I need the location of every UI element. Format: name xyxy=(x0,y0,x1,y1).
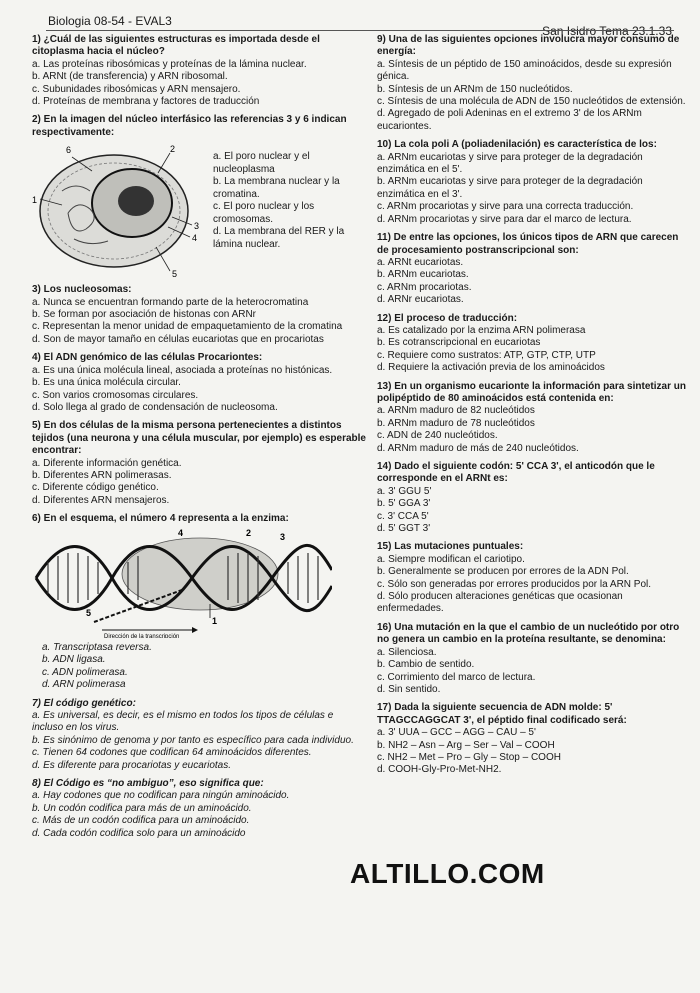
option-a: a. ARNm maduro de 82 nucleótidos xyxy=(377,405,535,417)
option-a: a. Nunca se encuentran formando parte de la heterocromatina xyxy=(32,296,309,308)
option-a: a. Siempre modifican el cariotipo. xyxy=(377,553,525,565)
option-c: c. Tienen 64 codones que codifican 64 aminoácidos diferentes. xyxy=(32,747,312,759)
diagram-label-1: 1 xyxy=(212,615,218,626)
option-b: b. ARNm eucariotas. xyxy=(377,269,469,281)
option-a: a. Es una única molécula lineal, asociada a proteínas no histónicas. xyxy=(32,364,333,376)
option-b: b. Cambio de sentido. xyxy=(377,659,475,671)
question-7 xyxy=(32,698,367,772)
question-title: 16) Una mutación en la que el cambio de un nucleótido por otro no genera un cambio en la proteína resultante, se denomina: xyxy=(377,621,680,646)
option-b: b. Es sinónimo de genoma y por tanto es específico para cada individuo. xyxy=(32,734,354,746)
question-2 xyxy=(32,114,367,278)
question-title: 4) El ADN genómico de las células Procariontes: xyxy=(32,352,263,364)
option-c: c. ARNm procariotas. xyxy=(377,281,472,293)
header-divider xyxy=(46,30,674,31)
option-a: a. Síntesis de un péptido de 150 aminoácidos, desde su expresión génica. xyxy=(377,58,672,83)
option-d: d. ARN polimerasa xyxy=(42,679,126,691)
option-c: c. Sólo son generadas por errores producidos por la ARN Pol. xyxy=(377,578,652,590)
question-6 xyxy=(32,513,367,691)
option-c: c. Diferente código genético. xyxy=(32,482,159,494)
option-c: c. Requiere como sustratos: ATP, GTP, CTP, UTP xyxy=(377,349,596,361)
question-title: 2) En la imagen del núcleo interfásico las referencias 3 y 6 indican respectivamente: xyxy=(32,114,347,138)
option-d: d. COOH-Gly-Pro-Met-NH2. xyxy=(377,764,502,776)
site-watermark: ALTILLO.COM xyxy=(350,858,545,889)
diagram-label-4: 4 xyxy=(192,233,198,244)
diagram-label-3: 3 xyxy=(194,221,200,232)
transcription-diagram xyxy=(32,526,332,638)
option-d: d. Requiere la activación previa de los aminoácidos xyxy=(377,362,605,374)
question-2-figure-row xyxy=(32,143,367,278)
question-title: 14) Dado el siguiente codón: 5' CCA 3', el anticodón que le corresponde en el ARNt es: xyxy=(377,461,655,485)
option-c: c. Representan la menor unidad de empaquetamiento de la cromatina xyxy=(32,321,343,333)
option-b: b. ADN ligasa. xyxy=(42,654,106,666)
option-d: d. Sólo producen alteraciones genéticas que ocasionan enfermedades. xyxy=(377,591,623,615)
option-c: c. ADN de 240 nucleótidos. xyxy=(377,430,498,442)
question-title: 6) En el esquema, el número 4 representa a la enzima: xyxy=(32,513,289,525)
question-11 xyxy=(377,232,687,306)
option-b: b. Se forman por asociación de histonas con ARNr xyxy=(32,309,257,321)
question-2-options xyxy=(213,143,367,251)
option-c: c. ADN polimerasa. xyxy=(42,666,128,678)
option-d: d. Sin sentido. xyxy=(377,683,441,695)
question-title: 12) El proceso de traducción: xyxy=(377,312,518,324)
option-a: a. Hay codones que no codifican para ningún aminoácido. xyxy=(32,790,290,802)
option-a: a. Silenciosa. xyxy=(377,646,437,658)
option-b: b. Diferentes ARN polimerasas. xyxy=(32,469,172,481)
question-title: 8) El Código es “no ambiguo”, eso significa que: xyxy=(32,778,264,790)
option-d: d. Solo llega al grado de condensación de nucleosoma. xyxy=(32,401,278,413)
question-14 xyxy=(377,461,687,535)
diagram-label-1: 1 xyxy=(32,195,38,206)
exam-header-left: Biologia 08-54 - EVAL3 xyxy=(48,14,172,28)
option-c: c. Más de un codón codifica para un aminoácido. xyxy=(32,815,250,827)
option-b: b. Es cotranscripcional en eucariotas xyxy=(377,337,541,349)
diagram-caption: Dirección de la transcripción xyxy=(104,633,180,638)
question-title: 11) De entre las opciones, los únicos tipos de ARN que carecen de procesamiento postranscripcional son: xyxy=(377,232,679,256)
question-title: 3) Los nucleosomas: xyxy=(32,284,132,296)
question-title: 7) El código genético: xyxy=(32,697,136,709)
question-13 xyxy=(377,381,687,455)
option-c: c. Son varios cromosomas circulares. xyxy=(32,389,199,401)
option-d: d. Diferentes ARN mensajeros. xyxy=(32,494,170,506)
question-15 xyxy=(377,541,687,615)
diagram-label-5: 5 xyxy=(86,607,92,618)
question-title: 1) ¿Cuál de las siguientes estructuras es importada desde el citoplasma hacia el núcleo? xyxy=(32,34,320,58)
diagram-label-6: 6 xyxy=(66,145,72,156)
option-c: c. NH2 – Met – Pro – Gly – Stop – COOH xyxy=(377,751,561,763)
nucleolus xyxy=(118,186,154,216)
left-column xyxy=(32,34,367,846)
question-title: 9) Una de las siguientes opciones involucra mayor consumo de energía: xyxy=(377,34,680,58)
option-b: b. La membrana nuclear y la cromatina. xyxy=(213,176,340,200)
diagram-label-4: 4 xyxy=(178,527,184,538)
option-d: d. Es diferente para procariotas y eucariotas. xyxy=(32,759,231,771)
nucleus-diagram xyxy=(32,143,207,278)
question-1 xyxy=(32,34,367,108)
question-title: 17) Dada la siguiente secuencia de ADN molde: 5' TTAGCCAGGCAT 3', el péptido final codificado será: xyxy=(377,702,627,726)
option-b: b. 5' GGA 3' xyxy=(377,498,431,510)
question-title: 13) En un organismo eucarionte la información para sintetizar un polipéptido de 80 aminoácidos está contenida en: xyxy=(377,380,686,404)
option-a: a. Diferente información genética. xyxy=(32,457,182,469)
option-a: a. Es catalizado por la enzima ARN polimerasa xyxy=(377,324,586,336)
option-d: d. 5' GGT 3' xyxy=(377,523,431,535)
option-a: a. 3' GGU 5' xyxy=(377,485,432,497)
option-c: c. Corrimiento del marco de lectura. xyxy=(377,671,536,683)
question-5 xyxy=(32,420,367,507)
question-12 xyxy=(377,313,687,375)
option-a: a. ARNm eucariotas y sirve para proteger de la degradación enzimática en el 5'. xyxy=(377,151,643,176)
question-6-options xyxy=(32,642,367,692)
diagram-label-5: 5 xyxy=(172,269,178,279)
option-b: b. ARNm eucariotas y sirve para proteger de la degradación enzimática en el 3'. xyxy=(377,176,643,200)
option-d: d. ARNr eucariotas. xyxy=(377,294,464,306)
option-b: b. Generalmente se producen por errores de la ADN Pol. xyxy=(377,566,629,578)
direction-arrowhead xyxy=(192,627,198,633)
option-b: b. Un codón codifica para más de un aminoácido. xyxy=(32,802,252,814)
diagram-label-2: 2 xyxy=(170,144,176,155)
option-c: c. El poro nuclear y los cromosomas. xyxy=(213,201,315,225)
option-a: a. Transcriptasa reversa. xyxy=(42,641,152,653)
question-title: 5) En dos células de la misma persona pertenecientes a distintos tejidos (una neurona y una célula muscular, por ejemplo) es esperable encontrar: xyxy=(32,420,366,457)
option-a: a. 3' UUA – GCC – AGG – CAU – 5' xyxy=(377,727,536,739)
option-b: b. ARNm maduro de 78 nucleótidos xyxy=(377,417,535,429)
question-title: 15) Las mutaciones puntuales: xyxy=(377,541,524,553)
question-3 xyxy=(32,284,367,346)
option-a: a. ARNt eucariotas. xyxy=(377,256,464,268)
option-a: a. Es universal, es decir, es el mismo en todos los tipos de células e incluso en los virus. xyxy=(32,710,334,734)
question-16 xyxy=(377,622,687,696)
option-d: d. Son de mayor tamaño en células eucariotas que en procariotas xyxy=(32,333,324,345)
option-a: a. El poro nuclear y el nucleoplasma xyxy=(213,151,310,175)
option-c: c. 3' CCA 5' xyxy=(377,510,429,522)
question-title: 10) La cola poli A (poliadenilación) es característica de los: xyxy=(377,139,657,151)
exam-header-right: San Isidro Tema 23.1.33 xyxy=(542,24,672,38)
question-10 xyxy=(377,139,687,226)
question-9 xyxy=(377,34,687,133)
option-b: b. ARNt (de transferencia) y ARN ribosomal. xyxy=(32,71,228,83)
option-b: b. Síntesis de un ARNm de 150 nucleótidos. xyxy=(377,83,573,95)
question-8 xyxy=(32,778,367,840)
option-a: a. Las proteínas ribosómicas y proteínas de la lámina nuclear. xyxy=(32,58,307,70)
option-d: d. ARNm maduro de más de 240 nucleótidos. xyxy=(377,442,579,454)
question-4 xyxy=(32,352,367,414)
option-d: d. ARNm procariotas y sirve para dar el marco de lectura. xyxy=(377,213,632,225)
option-b: b. NH2 – Asn – Arg – Ser – Val – COOH xyxy=(377,739,555,751)
option-d: d. Proteínas de membrana y factores de traducción xyxy=(32,96,260,108)
right-column xyxy=(377,34,687,783)
option-c: c. ARNm procariotas y sirve para una correcta traducción. xyxy=(377,201,634,213)
option-d: d. La membrana del RER y la lámina nuclear. xyxy=(213,226,345,250)
option-b: b. Es una única molécula circular. xyxy=(32,377,181,389)
option-c: c. Subunidades ribosómicas y ARN mensajero. xyxy=(32,83,241,95)
diagram-label-3: 3 xyxy=(280,531,286,542)
diagram-label-2: 2 xyxy=(246,527,252,538)
option-d: d. Agregado de poli Adeninas en el extremo 3' de los ARNm eucariontes. xyxy=(377,108,642,132)
option-c: c. Síntesis de una molécula de ADN de 150 nucleótidos de extensión. xyxy=(377,96,686,108)
question-17 xyxy=(377,702,687,776)
option-d: d. Cada codón codifica solo para un aminoácido xyxy=(32,827,246,839)
